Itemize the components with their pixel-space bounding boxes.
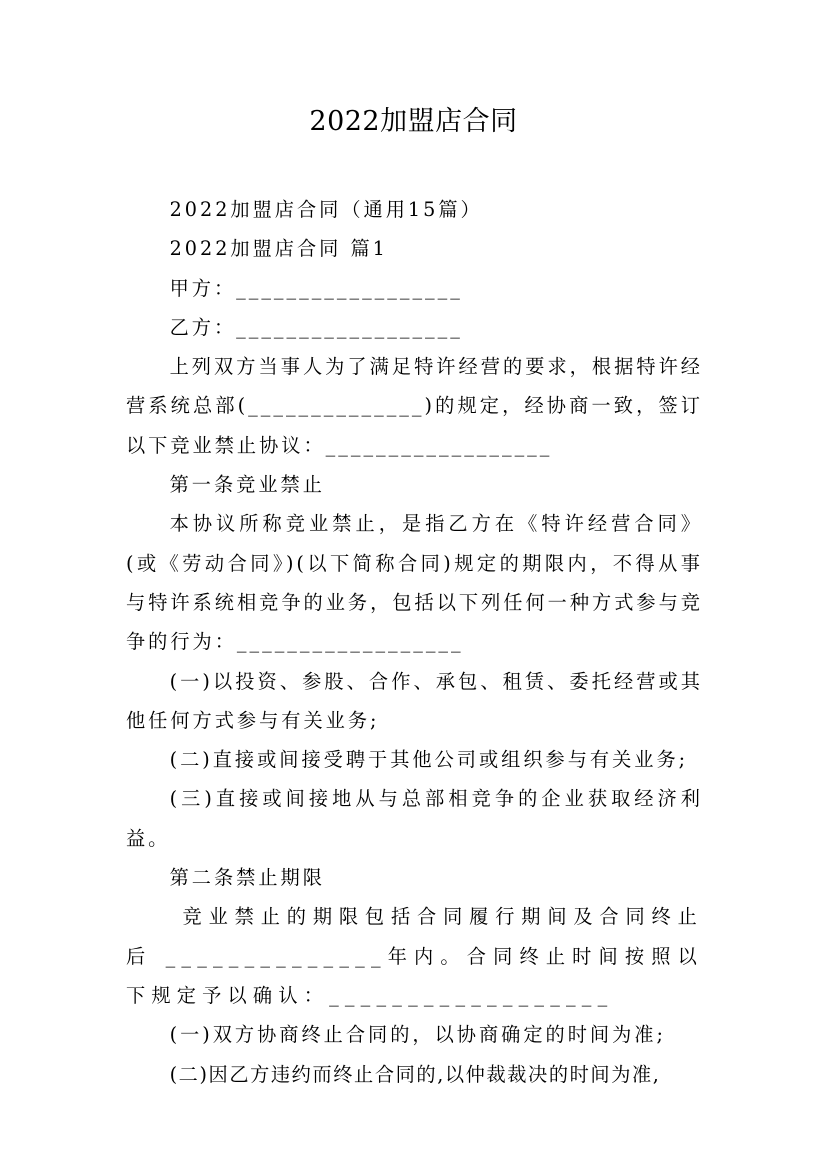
article-2-paragraph: 竞业禁止的期限包括合同履行期间及合同终止后 ______________年内。合同终止时间按照以下规定予以确认：__________________ [126, 905, 703, 1007]
article-1-item-2: (二)直接或间接受聘于其他公司或组织参与有关业务; [169, 748, 689, 772]
party-a-line: 甲方：__________________ [169, 276, 463, 300]
article-2-item-2: (二)因乙方违约而终止合同的,以仲裁裁决的时间为准, [169, 1062, 661, 1086]
party-b-line: 乙方：__________________ [169, 315, 463, 339]
article-2-item-1: (一)双方协商终止合同的，以协商确定的时间为准; [169, 1023, 666, 1047]
article-1-paragraph: 本协议所称竞业禁止，是指乙方在《特许经营合同》(或《劳动合同》)(以下简称合同)规定的期限内，不得从事与特许系统相竞争的业务，包括以下列任何一种方式参与竞争的行为：__________________ [126, 512, 703, 654]
section-heading: 2022加盟店合同 篇1 [169, 237, 388, 261]
document-title: 2022加盟店合同 [309, 106, 518, 137]
article-2-heading: 第二条禁止期限 [169, 866, 325, 890]
preamble-paragraph: 上列双方当事人为了满足特许经营的要求，根据特许经营系统总部(______________)的规定，经协商一致，签订以下竞业禁止协议：__________________ [126, 355, 703, 457]
document-body [126, 190, 703, 1094]
article-1-item-3: (三)直接或间接地从与总部相竞争的企业获取经济利益。 [126, 787, 703, 850]
article-1-item-1: (一)以投资、参股、合作、承包、租赁、委托经营或其他任何方式参与有关业务; [126, 669, 703, 732]
article-1-heading: 第一条竞业禁止 [169, 473, 325, 497]
subtitle-paragraph: 2022加盟店合同（通用15篇） [169, 198, 483, 221]
